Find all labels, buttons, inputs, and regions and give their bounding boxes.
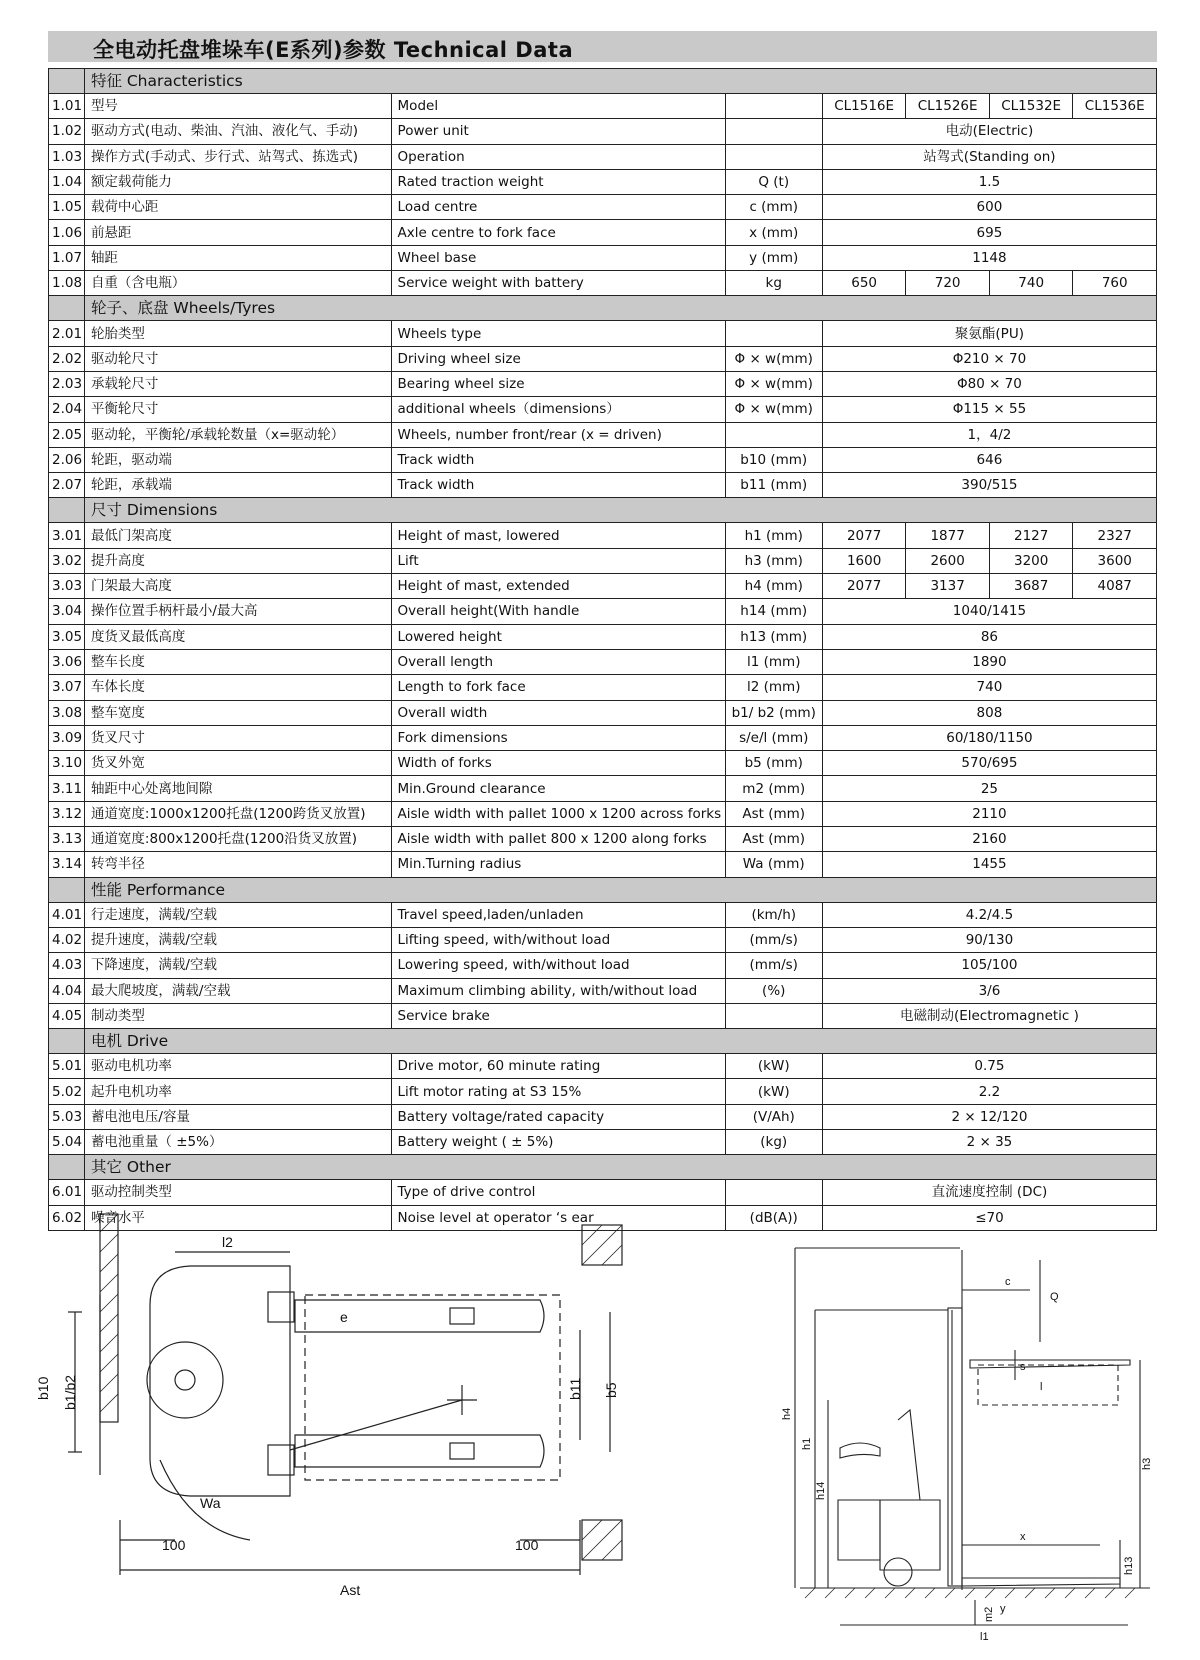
item-value: Φ80 × 70	[822, 371, 1156, 396]
item-name-cn: 驱动控制类型	[84, 1180, 391, 1205]
item-name-cn: 转弯半径	[84, 852, 391, 877]
item-name-cn: 下降速度，满载/空载	[84, 953, 391, 978]
item-unit: Q (t)	[725, 169, 822, 194]
section-title: 性能 Performance	[84, 877, 1156, 902]
item-value: ≤70	[822, 1205, 1156, 1230]
dim-h14: h14	[815, 1481, 827, 1500]
item-name-en: Length to fork face	[391, 675, 725, 700]
item-number: 4.04	[49, 978, 85, 1003]
item-number: 3.12	[49, 801, 85, 826]
item-value: 90/130	[822, 927, 1156, 952]
item-value: 808	[822, 700, 1156, 725]
item-number: 1.03	[49, 144, 85, 169]
item-value: 直流速度控制 (DC)	[822, 1180, 1156, 1205]
item-name-cn: 制动类型	[84, 1003, 391, 1028]
item-name-en: Lifting speed, with/without load	[391, 927, 725, 952]
item-value: 86	[822, 624, 1156, 649]
dim-l: l	[1040, 1381, 1043, 1393]
item-name-cn: 提升速度，满载/空载	[84, 927, 391, 952]
item-name-en: Wheel base	[391, 245, 725, 270]
item-name-cn: 蓄电池电压/容量	[84, 1104, 391, 1129]
item-name-cn: 起升电机功率	[84, 1079, 391, 1104]
item-number: 3.11	[49, 776, 85, 801]
item-name-cn: 载荷中心距	[84, 195, 391, 220]
item-unit: b5 (mm)	[725, 751, 822, 776]
section-title: 其它 Other	[84, 1155, 1156, 1180]
item-name-cn: 驱动轮尺寸	[84, 346, 391, 371]
item-name-en: Battery voltage/rated capacity	[391, 1104, 725, 1129]
item-unit: Φ × w(mm)	[725, 371, 822, 396]
item-name-en: Wheels type	[391, 321, 725, 346]
item-name-cn: 行走速度，满载/空载	[84, 902, 391, 927]
fork-raised	[970, 1360, 1130, 1368]
item-number: 3.02	[49, 548, 85, 573]
item-name-en: Service brake	[391, 1003, 725, 1028]
item-name-en: Driving wheel size	[391, 346, 725, 371]
mast	[948, 1308, 962, 1586]
item-value: 电动(Electric)	[822, 119, 1156, 144]
item-unit: kg	[725, 271, 822, 296]
item-value: 0.75	[822, 1054, 1156, 1079]
item-value: 3/6	[822, 978, 1156, 1003]
item-value: CL1516E	[822, 94, 906, 119]
item-name-en: Bearing wheel size	[391, 371, 725, 396]
item-name-en: Overall height(With handle	[391, 599, 725, 624]
item-number: 2.01	[49, 321, 85, 346]
item-unit: (V/Ah)	[725, 1104, 822, 1129]
item-name-en: Drive motor, 60 minute rating	[391, 1054, 725, 1079]
item-number: 3.14	[49, 852, 85, 877]
item-number: 1.01	[49, 94, 85, 119]
dim-h3: h3	[1141, 1457, 1153, 1470]
truck-body-side	[880, 1500, 940, 1570]
item-name-en: Fork dimensions	[391, 725, 725, 750]
item-name-en: Maximum climbing ability, with/without load	[391, 978, 725, 1003]
item-number: 3.01	[49, 523, 85, 548]
item-name-cn: 驱动电机功率	[84, 1054, 391, 1079]
item-value: CL1532E	[989, 94, 1073, 119]
item-name-en: Height of mast, extended	[391, 574, 725, 599]
item-name-en: Lift	[391, 548, 725, 573]
item-unit: Wa (mm)	[725, 852, 822, 877]
item-number: 3.07	[49, 675, 85, 700]
dim-s: s	[1020, 1361, 1026, 1373]
item-value: 390/515	[822, 473, 1156, 498]
item-number: 1.06	[49, 220, 85, 245]
item-unit: y (mm)	[725, 245, 822, 270]
item-name-cn: 提升高度	[84, 548, 391, 573]
item-value: 760	[1073, 271, 1157, 296]
item-unit: b10 (mm)	[725, 447, 822, 472]
item-unit: (kg)	[725, 1129, 822, 1154]
item-value: 2160	[822, 827, 1156, 852]
item-name-cn: 平衡轮尺寸	[84, 397, 391, 422]
item-value: 600	[822, 195, 1156, 220]
item-value: 2.2	[822, 1079, 1156, 1104]
item-name-cn: 驱动轮，平衡轮/承载轮数量（x=驱动轮）	[84, 422, 391, 447]
item-name-en: Overall length	[391, 649, 725, 674]
item-unit: Ast (mm)	[725, 827, 822, 852]
item-number: 6.01	[49, 1180, 85, 1205]
item-value: 646	[822, 447, 1156, 472]
item-value: 740	[822, 675, 1156, 700]
dim-h4: h4	[781, 1407, 793, 1420]
item-number: 4.03	[49, 953, 85, 978]
item-value: 4.2/4.5	[822, 902, 1156, 927]
item-value: Φ210 × 70	[822, 346, 1156, 371]
item-number: 4.02	[49, 927, 85, 952]
item-number: 2.04	[49, 397, 85, 422]
item-name-cn: 轴距	[84, 245, 391, 270]
item-number: 5.03	[49, 1104, 85, 1129]
item-name-en: Width of forks	[391, 751, 725, 776]
section-title: 特征 Characteristics	[84, 69, 1156, 94]
item-value: 105/100	[822, 953, 1156, 978]
item-value: 1877	[906, 523, 990, 548]
dim-q: Q	[1050, 1291, 1059, 1303]
item-value: 电磁制动(Electromagnetic )	[822, 1003, 1156, 1028]
item-unit: s/e/l (mm)	[725, 725, 822, 750]
item-name-en: Lift motor rating at S3 15%	[391, 1079, 725, 1104]
item-unit: x (mm)	[725, 220, 822, 245]
item-name-cn: 货叉外宽	[84, 751, 391, 776]
dim-b1b2: b1/b2	[62, 1374, 78, 1410]
item-unit: (km/h)	[725, 902, 822, 927]
item-number: 3.05	[49, 624, 85, 649]
item-name-cn: 驱动方式(电动、柴油、汽油、液化气、手动)	[84, 119, 391, 144]
item-name-cn: 额定载荷能力	[84, 169, 391, 194]
item-number: 1.04	[49, 169, 85, 194]
item-name-cn: 货叉尺寸	[84, 725, 391, 750]
item-name-en: Min.Ground clearance	[391, 776, 725, 801]
item-unit: h13 (mm)	[725, 624, 822, 649]
item-unit: h4 (mm)	[725, 574, 822, 599]
item-value: CL1526E	[906, 94, 990, 119]
dim-b11: b11	[567, 1377, 583, 1400]
item-unit: m2 (mm)	[725, 776, 822, 801]
item-number: 4.01	[49, 902, 85, 927]
item-name-en: Track width	[391, 447, 725, 472]
item-number: 1.08	[49, 271, 85, 296]
item-value: 1600	[822, 548, 906, 573]
item-name-en: Model	[391, 94, 725, 119]
dim-x: x	[1020, 1531, 1026, 1543]
item-name-en: Wheels, number front/rear (x = driven)	[391, 422, 725, 447]
item-value: 1.5	[822, 169, 1156, 194]
item-number: 3.13	[49, 827, 85, 852]
item-value: 570/695	[822, 751, 1156, 776]
item-number: 5.02	[49, 1079, 85, 1104]
item-name-cn: 型号	[84, 94, 391, 119]
item-value: 2077	[822, 574, 906, 599]
item-unit: (mm/s)	[725, 953, 822, 978]
item-name-cn: 整车宽度	[84, 700, 391, 725]
item-name-cn: 轮距，承载端	[84, 473, 391, 498]
item-value: 3600	[1073, 548, 1157, 573]
dim-l2: l2	[222, 1234, 233, 1250]
item-name-en: Service weight with battery	[391, 271, 725, 296]
item-name-cn: 轴距中心处离地间隙	[84, 776, 391, 801]
item-name-cn: 噪音水平	[84, 1205, 391, 1230]
item-number: 3.03	[49, 574, 85, 599]
item-unit: b1/ b2 (mm)	[725, 700, 822, 725]
item-name-cn: 承载轮尺寸	[84, 371, 391, 396]
item-number: 3.08	[49, 700, 85, 725]
item-name-en: Battery weight ( ± 5%)	[391, 1129, 725, 1154]
item-name-cn: 门架最大高度	[84, 574, 391, 599]
item-number: 3.06	[49, 649, 85, 674]
item-number: 2.03	[49, 371, 85, 396]
item-unit: l2 (mm)	[725, 675, 822, 700]
item-number: 6.02	[49, 1205, 85, 1230]
item-value: 60/180/1150	[822, 725, 1156, 750]
item-name-en: Overall width	[391, 700, 725, 725]
dim-h1: h1	[801, 1437, 813, 1450]
dim-wa: Wa	[200, 1495, 221, 1511]
item-value: 720	[906, 271, 990, 296]
item-value: 2127	[989, 523, 1073, 548]
item-unit: (%)	[725, 978, 822, 1003]
item-value: 1148	[822, 245, 1156, 270]
item-value: 3200	[989, 548, 1073, 573]
item-number: 5.04	[49, 1129, 85, 1154]
item-name-cn: 车体长度	[84, 675, 391, 700]
item-value: 4087	[1073, 574, 1157, 599]
item-name-en: Load centre	[391, 195, 725, 220]
item-number: 4.05	[49, 1003, 85, 1028]
item-value: 2327	[1073, 523, 1157, 548]
drive-wheel	[884, 1558, 912, 1586]
item-unit: Ast (mm)	[725, 801, 822, 826]
dim-h13: h13	[1123, 1556, 1135, 1575]
item-unit: (mm/s)	[725, 927, 822, 952]
item-number: 1.02	[49, 119, 85, 144]
item-value: 650	[822, 271, 906, 296]
page-title: 全电动托盘堆垛车(E系列)参数 Technical Data	[93, 38, 574, 62]
item-name-cn: 最大爬坡度，满载/空载	[84, 978, 391, 1003]
item-name-en: Rated traction weight	[391, 169, 725, 194]
item-value: 2077	[822, 523, 906, 548]
item-name-en: Power unit	[391, 119, 725, 144]
item-value: 聚氨酯(PU)	[822, 321, 1156, 346]
item-number: 2.06	[49, 447, 85, 472]
item-name-en: Track width	[391, 473, 725, 498]
item-name-cn: 通道宽度:1000x1200托盘(1200跨货叉放置)	[84, 801, 391, 826]
item-name-en: Min.Turning radius	[391, 852, 725, 877]
item-number: 3.10	[49, 751, 85, 776]
item-name-cn: 蓄电池重量（ ±5%）	[84, 1129, 391, 1154]
item-name-en: Aisle width with pallet 800 x 1200 along forks	[391, 827, 725, 852]
item-name-en: Axle centre to fork face	[391, 220, 725, 245]
dim-100-left: 100	[162, 1537, 186, 1553]
dim-l1: l1	[980, 1631, 989, 1643]
dim-100-right: 100	[515, 1537, 539, 1553]
item-unit: h14 (mm)	[725, 599, 822, 624]
item-name-en: Operation	[391, 144, 725, 169]
item-name-en: Travel speed,laden/unladen	[391, 902, 725, 927]
item-unit: h3 (mm)	[725, 548, 822, 573]
item-unit: Φ × w(mm)	[725, 346, 822, 371]
item-name-cn: 自重（含电瓶）	[84, 271, 391, 296]
section-title: 电机 Drive	[84, 1029, 1156, 1054]
item-value: 站驾式(Standing on)	[822, 144, 1156, 169]
item-name-cn: 整车长度	[84, 649, 391, 674]
dim-ast: Ast	[340, 1582, 361, 1598]
item-number: 3.04	[49, 599, 85, 624]
item-value: 1，4/2	[822, 422, 1156, 447]
item-name-en: Lowering speed, with/without load	[391, 953, 725, 978]
dim-m2: m2	[983, 1606, 995, 1622]
item-value: 2600	[906, 548, 990, 573]
item-number: 2.05	[49, 422, 85, 447]
item-number: 1.07	[49, 245, 85, 270]
item-name-cn: 操作位置手柄杆最小/最大高	[84, 599, 391, 624]
item-unit: (kW)	[725, 1079, 822, 1104]
item-value: 2 × 35	[822, 1129, 1156, 1154]
item-number: 1.05	[49, 195, 85, 220]
item-unit: l1 (mm)	[725, 649, 822, 674]
item-value: 2 × 12/120	[822, 1104, 1156, 1129]
item-number: 5.01	[49, 1054, 85, 1079]
item-unit: h1 (mm)	[725, 523, 822, 548]
item-unit: Φ × w(mm)	[725, 397, 822, 422]
section-title: 轮子、底盘 Wheels/Tyres	[84, 296, 1156, 321]
dim-y: y	[1000, 1603, 1006, 1615]
item-name-cn: 轮距，驱动端	[84, 447, 391, 472]
item-value: 1455	[822, 852, 1156, 877]
item-unit: (kW)	[725, 1054, 822, 1079]
section-title: 尺寸 Dimensions	[84, 498, 1156, 523]
item-value: Φ115 × 55	[822, 397, 1156, 422]
item-name-en: Noise level at operator ‘s ear	[391, 1205, 725, 1230]
item-name-cn: 最低门架高度	[84, 523, 391, 548]
item-unit: c (mm)	[725, 195, 822, 220]
item-unit: (dB(A))	[725, 1205, 822, 1230]
item-name-cn: 前悬距	[84, 220, 391, 245]
item-value: 3687	[989, 574, 1073, 599]
item-name-cn: 操作方式(手动式、步行式、站驾式、拣选式)	[84, 144, 391, 169]
dim-b5: b5	[603, 1382, 619, 1398]
dim-b10: b10	[35, 1376, 51, 1400]
item-number: 2.07	[49, 473, 85, 498]
item-name-cn: 度货叉最低高度	[84, 624, 391, 649]
item-name-en: additional wheels（dimensions）	[391, 397, 725, 422]
item-name-cn: 轮胎类型	[84, 321, 391, 346]
item-name-en: Aisle width with pallet 1000 x 1200 across forks	[391, 801, 725, 826]
item-value: 740	[989, 271, 1073, 296]
item-value: 1040/1415	[822, 599, 1156, 624]
item-number: 3.09	[49, 725, 85, 750]
item-value: 2110	[822, 801, 1156, 826]
item-value: 695	[822, 220, 1156, 245]
item-value: CL1536E	[1073, 94, 1157, 119]
item-number: 2.02	[49, 346, 85, 371]
dim-e: e	[340, 1309, 348, 1325]
item-value: 25	[822, 776, 1156, 801]
dim-c: c	[1005, 1276, 1011, 1288]
fork-lowered	[962, 1578, 1120, 1586]
item-value: 1890	[822, 649, 1156, 674]
item-name-en: Lowered height	[391, 624, 725, 649]
item-name-en: Type of drive control	[391, 1180, 725, 1205]
item-name-cn: 通道宽度:800x1200托盘(1200沿货叉放置)	[84, 827, 391, 852]
item-unit: b11 (mm)	[725, 473, 822, 498]
item-value: 3137	[906, 574, 990, 599]
item-name-en: Height of mast, lowered	[391, 523, 725, 548]
